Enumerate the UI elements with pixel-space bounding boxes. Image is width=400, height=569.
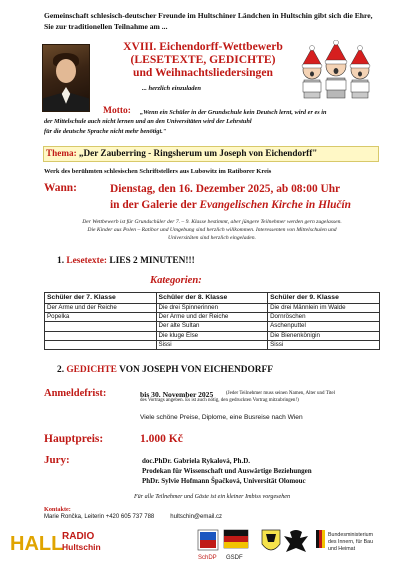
section-2-red: GEDICHTE [66,365,117,375]
wann-date: Dienstag, den 16. Dezember 2025, ab 08:00 Uhr [110,183,341,195]
participants-note-line-3: Universitäten sind herzlich eingeladen. [168,235,256,241]
anmeldefrist-note [226,390,386,397]
table-row [45,340,380,349]
anmeldefrist-note-line-1: (Jeder Teilnehmer muss seinen Namen, Alter und Titel [226,391,335,396]
table-cell: Sissi [268,340,380,349]
anmeldefrist-date: bis 30. November 2025 [140,390,214,399]
jury-line-2: Prodekan für Wissenschaft und Auswärtige Beziehungen [142,467,312,475]
kategorien-label: Kategorien: [150,275,202,286]
section-2-number: 2. [57,365,65,375]
anmeldefrist-note-line-2: des Vortrags angeben. Es ist auch nötig, den gedruckten Vortrag mitzubringen!) [140,398,299,403]
table-cell: Der Arme und der Reiche [45,304,157,313]
motto-label: Motto: [103,106,131,116]
sponsor-logos [196,526,392,564]
thema-label: Thema: [46,148,77,158]
participants-note-line-1: Der Wettbewerb ist für Grundschüler der 7. – 9. Klasse bestimmt, aber jüngere Teilnehmer werden gern zugelassen. [82,219,342,225]
thema [46,148,317,158]
jury-label: Jury: [44,454,70,466]
table-cell: Die drei Männlein im Walde [268,304,380,313]
motto-text-continued [44,117,380,136]
table-cell [45,340,157,349]
section-2-black: VON JOSEPH VON EICHENDORFF [119,365,273,375]
hall-radio-logo-hall: HALL [10,533,64,554]
wann-location-venue: Evangelischen Kirche in Hlučín [199,198,352,211]
hall-radio-logo [8,528,104,554]
table-row [45,322,380,331]
invite-text: ... herzlich einzuladen [142,85,202,92]
eichendorff-portrait [42,44,90,112]
kontakte-label: Kontakte: [44,506,71,513]
section-gedichte [57,365,273,375]
table-cell: Der Arme und der Reiche [156,313,268,322]
table-header: Schüler der 7. Klasse [45,293,157,304]
schdp-logo [198,530,218,561]
anmeldefrist-note-continued [140,397,385,404]
participants-note [44,218,380,242]
hauptpreis-label: Hauptpreis: [44,433,104,445]
title-line-3: und Weihnachtsliedersingen [133,66,273,79]
table-cell [45,322,157,331]
table-cell: Popelka [45,313,157,322]
contact-email[interactable]: hultschin@email.cz [170,514,223,520]
table-cell: Sissi [156,340,268,349]
participants-note-line-2: Die Kinder aus Polen – Ratibor und Umgebung sind herzlich willkommen. Interessenten von Mittelschulen und [87,227,337,233]
hall-radio-logo-hultschin: Hultschin [62,542,101,552]
hall-radio-logo-radio: RADIO [62,531,95,542]
wann-location [110,198,351,214]
prizes-text: Viele schöne Preise, Diplome, eine Busreise nach Wien [140,414,303,421]
table-cell: Dornröschen [268,313,380,322]
title-line-2: (LESETEXTE, GEDICHTE) [130,53,276,66]
table-cell [45,331,157,340]
ministry-line-2: des Innern, für Bau [328,539,374,545]
gsdf-logo-text: GSDF [226,555,243,561]
ministry-line-3: und Heimat [328,546,356,552]
jury-line-3: PhDr. Sylvie Hofmann Špačková, Universität Olomouc [142,477,306,485]
section-lesetexte [57,256,195,266]
jury-line-1: doc.PhDr. Gabriela Rykalová, Ph.D. [142,457,251,465]
title-line-1: XVIII. Eichendorff-Wettbewerb [123,40,283,53]
table-row [45,331,380,340]
contact-person: Marie Rončka, Leiterin +420 605 737 788 [44,514,155,520]
wann-details [110,182,351,213]
anmeldefrist-label: Anmeldefrist: [44,388,107,399]
section-1-red: Lesetexte: [66,256,107,266]
table-header-row [45,293,380,304]
table-row [45,304,380,313]
crest-logo [262,530,280,550]
ministry-line-1: Bundesministerium [328,532,374,538]
wann-location-prefix: in der Galerie der [110,198,200,211]
hauptpreis-value: 1.000 Kč [140,433,183,445]
gsdf-logo [224,530,248,561]
table-cell: Aschenputtel [268,322,380,331]
carol-singers-illustration [298,40,374,106]
schdp-logo-text: SchDP [198,555,217,561]
motto-text-line-1: „Wenn ein Schüler in der Grundschule kein Deutsch lernt, wird er es in [140,109,327,116]
jury-members [142,456,312,486]
motto-text-line-2: der Mittelschule auch nicht lernen und an den Universitäten wird der Lehrstuhl [44,118,252,125]
categories-table [44,292,380,350]
section-1-black: LIES 2 MINUTEN!!! [109,256,195,266]
table-cell: Die Bienenkönigin [268,331,380,340]
thema-text: „Der Zauberring - Ringsherum um Joseph von Eichendorff" [78,148,318,158]
ministry-logo [316,530,374,552]
table-row [45,313,380,322]
eagle-logo [284,530,308,552]
table-cell: Die kluge Else [156,331,268,340]
event-title [98,40,308,79]
table-header: Schüler der 9. Klasse [268,293,380,304]
werk-text: Werk des berühmten schlesischen Schriftstellers aus Lubowitz im Ratiborer Kreis [44,168,272,175]
table-cell: Die drei Spinnerinnen [156,304,268,313]
section-1-number: 1. [57,256,65,266]
intro-text: Gemeinschaft schlesisch-deutscher Freunde im Hultschiner Ländchen in Hultschin gibt sich die Ehre, Sie zur traditionellen Teilnahme am ... [44,11,373,31]
table-header: Schüler der 8. Klasse [156,293,268,304]
wann-label: Wann: [44,182,77,194]
motto-text-line-3: für die deutsche Sprache nicht mehr benötigt." [44,127,167,135]
imbiss-note: Für alle Teilnehmer und Gäste ist ein kleiner Imbiss vorgesehen [133,494,291,500]
table-cell: Der alte Sultan [156,322,268,331]
kontakte-line [44,514,222,520]
